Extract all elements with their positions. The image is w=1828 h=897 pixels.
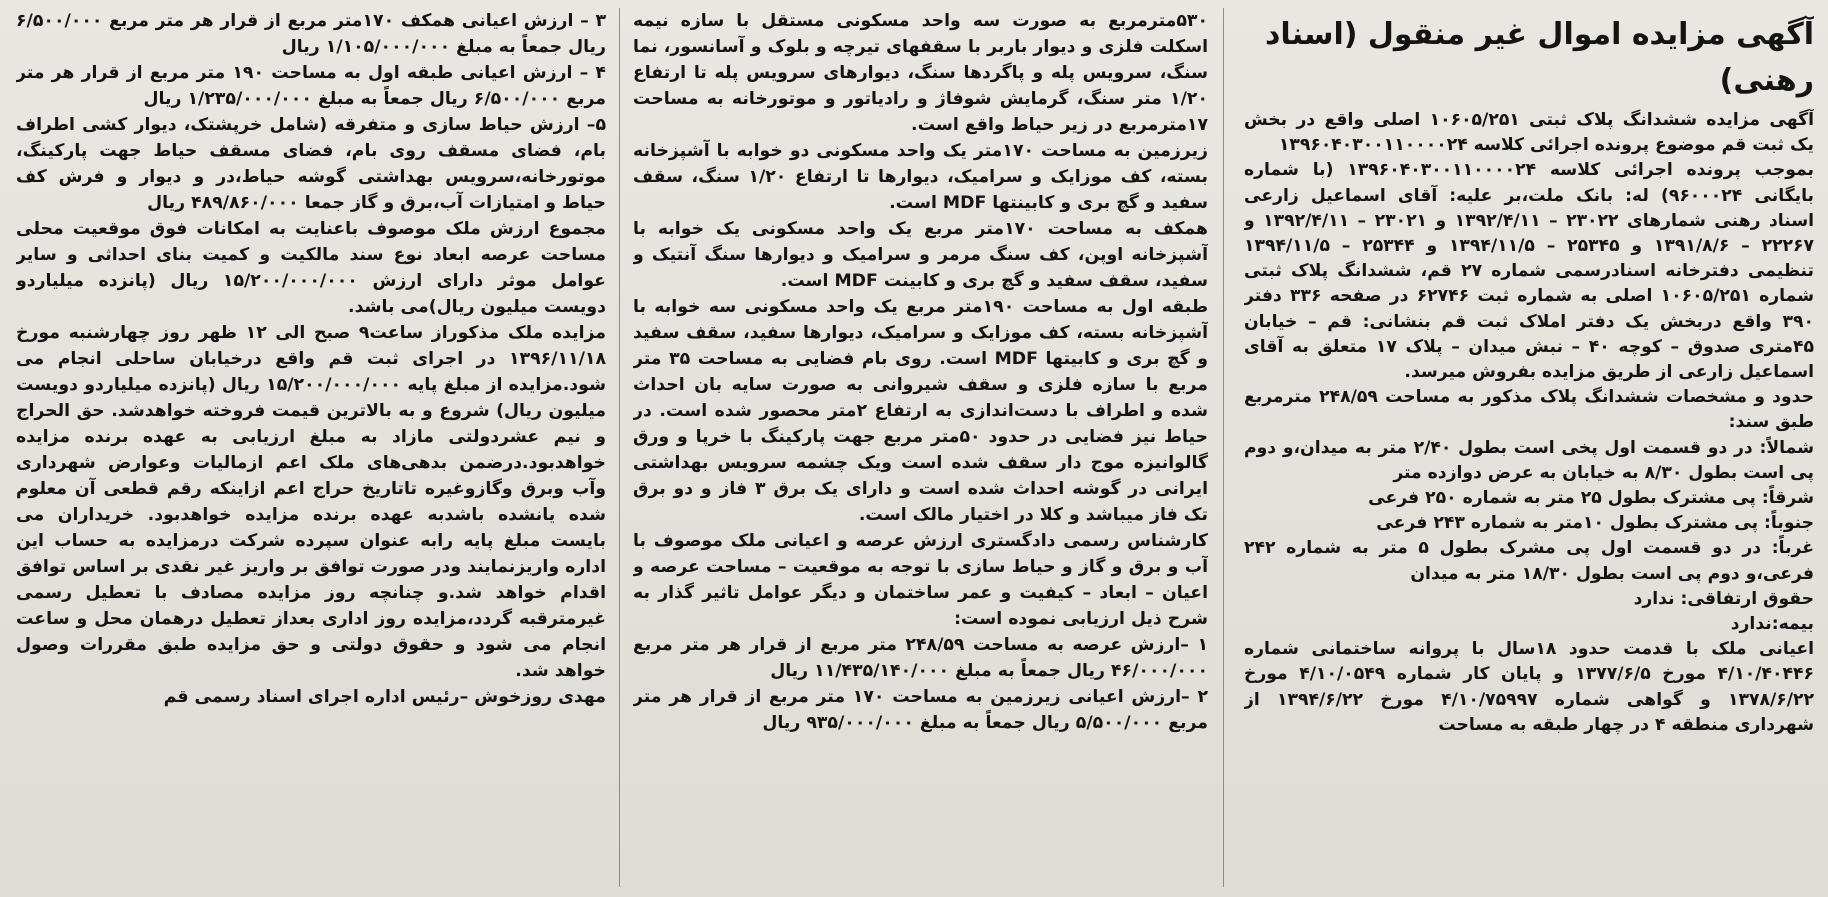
- auction-terms: مزایده ملک مذکوراز ساعت۹ صبح الی ۱۲ ظهر روز چهارشنبه مورخ ۱۳۹۶/۱۱/۱۸ در اجرای ثبت قم واقع درخیابان ساحلی انجام می شود.مزایده از مبلغ پایه ۱۵/۲۰۰/۰۰۰/۰۰۰ ریال (پانزده میلیاردو دویست میلیون ریال) شروع و به بالاترین قیمت فروخته خواهدشد. حق الحراج و نیم عشردولتی مازاد به مبلغ ارزیابی به عهده برنده مزایده خواهدبود.درضمن بدهی‌های ملک اعم ازمالیات وعوارض شهرداری وآب وبرق وگازوغیره تاتاریخ حراج اعم ازاینکه رقم قطعی آن معلوم شده یانشده باشدبه عهده برنده مزایده خواهدبود. خریداران می بایست مبلغ پایه رابه عنوان سپرده شرکت درمزایده به حساب این اداره واریزنمایند ودر صورت توافق بر واریز غیر نقدی بر اساس توافق اقدام خواهد شد.و چنانچه روز مزایده مصادف با تعطیل رسمی غیرمترقبه گردد،مزایده روز اداری بعداز تعطیل درهمان محل و ساعت انجام می شود و حقوق دولتی و حق مزایده طبق مقررات وصول خواهد شد.: [16, 323, 606, 681]
- building-permits: اعیانی ملک با قدمت حدود ۱۸سال با پروانه ساختمانی شماره ۴/۱۰/۴۰۴۴۶ مورخ ۱۳۷۷/۶/۵ و پایان کار شماره ۴/۱۰/۰۵۴۹ مورخ ۱۳۷۸/۶/۲۲ و گواهی شماره ۴/۱۰/۷۵۹۹۷ مورخ ۱۳۹۴/۶/۲۲ از شهرداری منطقه ۴ در چهار طبقه به مساحت: [1244, 639, 1814, 735]
- ground-floor-description: همکف به مساحت ۱۷۰متر مربع یک واحد مسکونی یک خوابه با آشپزخانه اوپن، کف سنگ مرمر و سرامیک و دیوارها سنگ آنتیک و سفید، سقف سفید و گچ بری و کابینت MDF است.: [633, 219, 1208, 291]
- easement-rights: حقوق ارتفاقی: ندارد: [1633, 588, 1814, 609]
- boundary-west: غرباً: در دو قسمت اول پی مشرک بطول ۵ متر به شماره ۲۴۲ فرعی،و دوم پی است بطول ۱۸/۳۰ متر به میدان: [1244, 538, 1814, 584]
- column-divider: [619, 8, 620, 887]
- case-summary: آگهی مزایده ششدانگ پلاک ثبتی ۱۰۶۰۵/۲۵۱ اصلی واقع در بخش یک ثبت قم موضوع پرونده اجرائی کلاسه ۱۳۹۶۰۴۰۳۰۰۱۱۰۰۰۰۲۴: [1244, 110, 1814, 156]
- appraisal-item-3: ۳ – ارزش اعیانی همکف ۱۷۰متر مربع از قرار هر متر مربع ۶/۵۰۰/۰۰۰ ریال جمعاً به مبلغ ۱/۱۰۵/۰۰۰/۰۰۰ ریال: [16, 11, 606, 57]
- appraisal-item-4: ۴ – ارزش اعیانی طبقه اول به مساحت ۱۹۰ متر مربع از قرار هر متر مربع ۶/۵۰۰/۰۰۰ ریال جمعاً به مبلغ ۱/۲۳۵/۰۰۰/۰۰۰ ریال: [16, 63, 606, 109]
- notice-title: آگهی مزایده اموال غیر منقول (اسناد رهنی): [1265, 17, 1814, 98]
- boundary-south: جنوباً: پی مشترک بطول ۱۰متر به شماره ۲۴۳ فرعی: [1376, 513, 1814, 534]
- case-details: بموجب پرونده اجرائی کلاسه ۱۳۹۶۰۴۰۳۰۰۱۱۰۰۰۰۲۴ (با شماره بایگانی ۹۶۰۰۰۲۴) له: بانک ملت،بر علیه: آقای اسماعیل زارعی اسناد رهنی شمارهای ۲۳۰۲۲ – ۱۳۹۲/۴/۱۱ و ۲۳۰۲۱ – ۱۳۹۲/۴/۱۱ و ۲۲۲۶۷ – ۱۳۹۱/۸/۶ و ۲۵۳۴۵ – ۱۳۹۴/۱۱/۵ و ۲۵۳۴۴ – ۱۳۹۴/۱۱/۵ تنظیمی دفترخانه اسنادرسمی شماره ۲۷ قم، ششدانگ پلاک ثبتی شماره ۱۰۶۰۵/۲۵۱ اصلی به شماره ثبت ۶۲۷۴۶ در صفحه ۳۳۶ دفتر ۳۹۰ واقع دربخش یک دفتر املاک ثبت قم بنشانی: قم – خیابان ۴۵متری صدوق – کوچه ۴۰ – نبش میدان – پلاک ۱۷ متعلق به آقای اسماعیل زارعی از طریق مزایده بفروش میرسد.: [1244, 160, 1814, 383]
- basement-description: زیرزمین به مساحت ۱۷۰متر یک واحد مسکونی دو خوابه با آشپزخانه بسته، کف موزایک و سرامیک، دیوارها تا ارتفاع ۱/۲۰ سنگ، سقف سفید و گچ بری و کابینتها MDF است.: [633, 141, 1208, 213]
- right-column: [1244, 8, 1814, 887]
- building-structure: ۵۳۰مترمربع به صورت سه واحد مسکونی مستقل با سازه نیمه اسکلت فلزی و دیوار باربر با سقفهای تیرچه و بلوک و آسانسور، نما سنگ، سرویس پله و پاگردها سنگ، دیوارهای سرویس پله تا ارتفاع ۱/۲۰ متر سنگ، گرمایش شوفاژ و رادیاتور و موتورخانه به مساحت ۱۷مترمربع در زیر حیاط واقع است.: [633, 11, 1208, 135]
- appraisal-item-2: ۲ –ارزش اعیانی زیرزمین به مساحت ۱۷۰ متر مربع از قرار هر متر مربع ۵/۵۰۰/۰۰۰ ریال جمعاً به مبلغ ۹۳۵/۰۰۰/۰۰۰ ریال: [633, 687, 1208, 733]
- appraisal-item-1: ۱ –ارزش عرصه به مساحت ۲۴۸/۵۹ متر مربع از قرار هر متر مربع ۴۶/۰۰۰/۰۰۰ ریال جمعاً به مبلغ ۱۱/۴۳۵/۱۴۰/۰۰۰ ریال: [633, 635, 1208, 681]
- first-floor-description: طبقه اول به مساحت ۱۹۰متر مربع یک واحد مسکونی سه خوابه با آشپزخانه بسته، کف موزایک و سرامیک، دیوارها سفید، سقف سفید و گچ بری و کابیتها MDF است. روی بام فضایی به مساحت ۳۵ متر مربع با سازه فلزی و سقف شیروانی به صورت سایه بان احداث شده و اطراف با دست‌اندازی به ارتفاع ۲متر محصور شده است. در حیاط نیز فضایی در حدود ۵۰متر مربع جهت پارکینگ با خرپا و ورق گالوانیزه موج دار سقف شده است ویک چشمه سرویس بهداشتی ایرانی در گوشه احداث شده است و دارای یک برق ۳ فاز و دو برق تک فاز میباشد و کلا در اختیار مالک است.: [633, 297, 1208, 525]
- column-divider: [1223, 8, 1224, 887]
- appraisal-item-5: ۵– ارزش حیاط سازی و متفرقه (شامل خرپشتک، دیوار کشی اطراف بام، فضای مسقف روی بام، فضای مسقف حیاط جهت پارکینگ، موتورخانه،سرویس بهداشتی گوشه حیاط،در و دیوار و فرش کف حیاط و امتیازات آب،برق و گاز جمعا ۴۸۹/۸۶۰/۰۰۰ ریال: [16, 115, 606, 213]
- boundary-north: شمالاً: در دو قسمت اول پخی است بطول ۲/۴۰ متر به میدان،و دوم پی است بطول ۸/۳۰ به خیابان به عرض دوازده متر: [1244, 437, 1814, 483]
- total-valuation: مجموع ارزش ملک موصوف باعنایت به امکانات فوق موقعیت محلی مساحت عرصه ابعاد نوع سند مالکیت و کمیت بنای احداثی و سایر عوامل موثر دارای ارزش ۱۵/۲۰۰/۰۰۰/۰۰۰ ریال (پانزده میلیاردو دویست میلیون ریال)می باشد.: [16, 219, 606, 317]
- boundaries-heading: حدود و مشخصات ششدانگ پلاک مذکور به مساحت ۲۴۸/۵۹ مترمربع طبق سند:: [1244, 387, 1814, 433]
- left-column: [16, 8, 606, 887]
- boundary-east: شرقاً: پی مشترک بطول ۲۵ متر به شماره ۲۵۰ فرعی: [1368, 488, 1814, 509]
- insurance: بیمه:ندارد: [1730, 614, 1814, 635]
- signature: مهدی روزخوش –رئیس اداره اجرای اسناد رسمی قم: [163, 687, 606, 707]
- middle-column: [633, 8, 1208, 887]
- appraisal-intro: کارشناس رسمی دادگستری ارزش عرصه و اعیانی ملک موصوف با آب و برق و گاز و حیاط سازی با توجه به موقعیت – مساحت عرصه و اعیان – ابعاد – کیفیت و عمر ساختمان و دیگر عوامل تاثیر گذار به شرح ذیل ارزیابی نموده است:: [633, 531, 1208, 629]
